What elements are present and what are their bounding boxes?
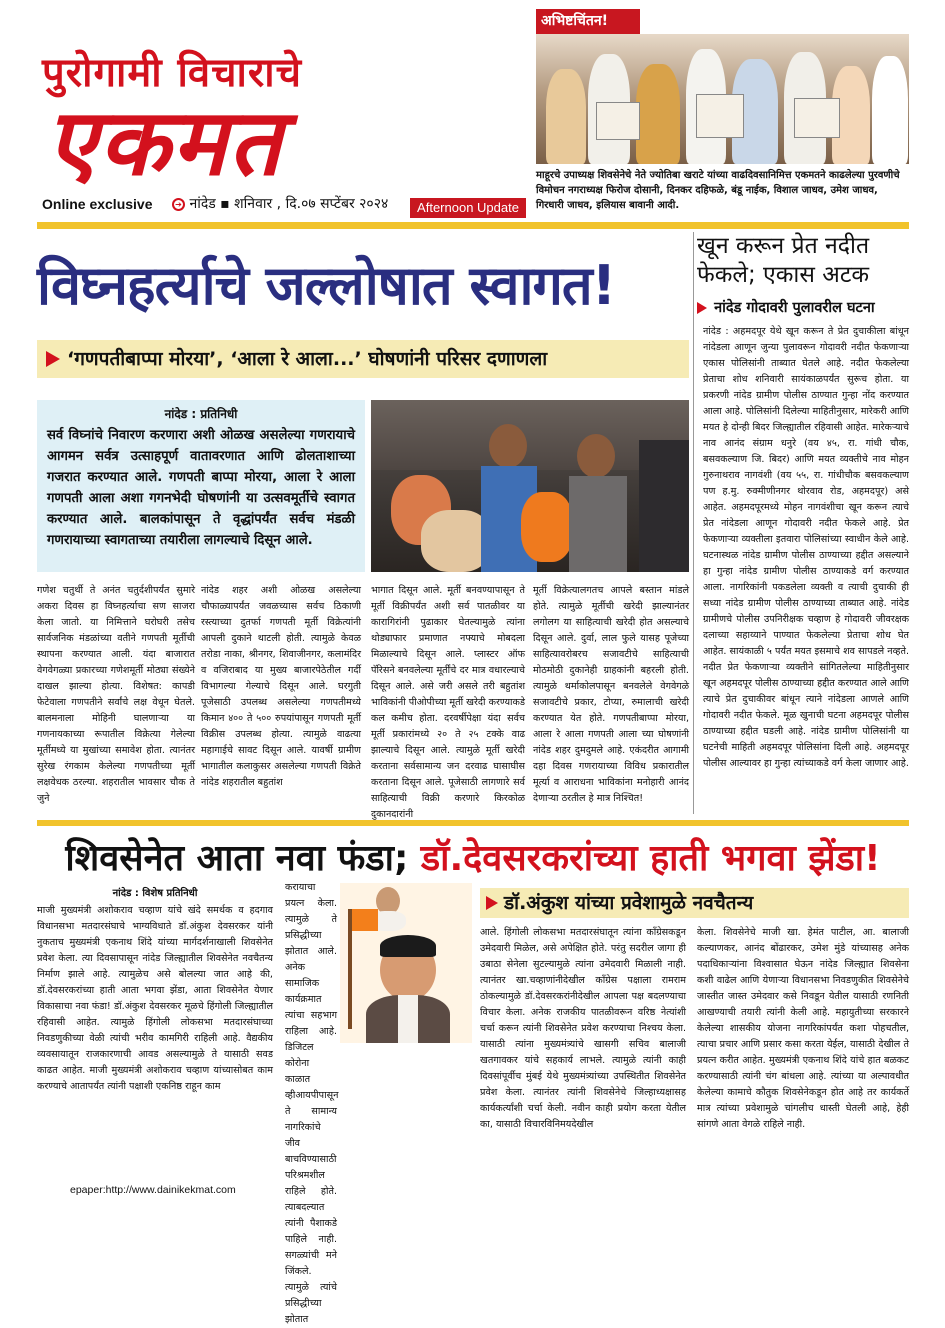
online-exclusive-label: Online exclusive <box>42 196 153 212</box>
shivsena-column-1: माजी मुख्यमंत्री अशोकराव चव्हाण यांचे खंदे समर्थक व हदगाव विधानसभा मतदारसंघाचे भाग्यविधाते डॉ.अंकुश देवसरकर यांनी नुकताच मुख्यमंत्री एकनाथ शिंदे यांच्या मार्गदर्शनाखाली शिवसेनेत प्रवेश केला. त्या दिवसापासून नांदेड जिल्ह्यातील शिवसेनेत नवचैतन्य निर्माण झाले आहे. त्यामुळेच असे बोलल्या जात आहे की, डॉ.देवसरकरांच्या हाती आता भगवा झेंडा, आता शिवसेनेत येणार विकासाचा नवा फंडा! डॉ.अंकुश देवसरकर मूळचे हिंगोली जिल्ह्यातील रहिवासी आहेत. त्यामुळे हिंगोली लोकसभा मतदारसंघाच्या निवडणुकीच्या वेळी त्यांची भरीव कामगिरी राहिली आहे. वैद्यकीय व्यवसायातून राजकारणाची आवड असल्यामुळे ते यासाठी सवड काढत आहेत. माजी मुख्यमंत्री अशोकराव चव्हाण यांच्यासोबत काम करण्याचे आतापर्यंत त्यांनी पक्षाशी एकनिष्ठ राहून काम <box>37 905 273 1092</box>
triangle-bullet-icon <box>486 896 498 910</box>
main-headline: विघ्नहर्त्याचे जल्लोषात स्वागत! <box>37 254 616 317</box>
shivsena-column-2: करायाचा प्रयत्न केला. त्यामुळे ते प्रसिद्धीच्या झोतात आले. अनेक सामाजिक कार्यक्रमात त्यांचा सहभाग राहिला आहे. डिजिटल कोरोना काळात व्हीआयपीपासून ते सामान्य नागरिकांचे जीव बाचविण्यासाठी परिश्रमशील राहिले होते. त्याबदल्यात त्यांनी पैशाकडे पाहिले नाही. सगळ्यांची मने जिंकले. त्यामुळे त्यांचे प्रसिद्धीच्या झोतात <box>285 882 339 1325</box>
shivsena-headline-black: शिवसेनेत आता नवा फंडा; <box>65 838 409 879</box>
masthead-tagline: पुरोगामी विचाराचे <box>42 50 303 96</box>
crime-headline <box>697 232 909 290</box>
story1-column-4: मूर्ती विक्रेत्यालगतच आपले बस्तान मांडले होते. त्यामुळे मूर्तीची खरेदी झाल्यानंतर लगोलग या साहित्याची खरेदी होत असल्याचे दिसून आले. दुर्वा, लाल फुले यासह पूजेच्या साहित्यावरोबरच सजावटीचे साहित्याची मोठमोठी दुकानेही ग्राहकांनी बहरली होती. त्यामुळे थर्माकोलपासून बनवलेले वेगवेगळे सजावटीचे प्रकार, टोप्या, रुमालाची खरेदी करण्यात येत होते. गणपतीबाप्पा मोरया, आला रे आला गणपती आला च्या घोषणांनी नांदेड शहर दुमदुमले आहे. एकंदरीत आगामी दहा दिवस गणरायाच्या विविध प्रकारातील मूर्त्या व आराधना भाविकांना मनोहारी आनंद देणाऱ्या ठरतील हे मात्र निश्चित! <box>533 585 689 804</box>
arrow-right-icon: ➔ <box>172 198 185 211</box>
masthead-logo: एकमत <box>46 88 283 196</box>
byline: नांदेड : प्रतिनिधी <box>164 407 238 421</box>
crime-subheadline-text: नांदेड गोदावरी पुलावरील घटना <box>714 300 875 316</box>
masthead-divider <box>37 222 909 229</box>
shivsena-subheadline <box>480 888 909 918</box>
story1-column-3: भागात दिसून आले. मूर्ती बनवण्यापासून ते मूर्ती विक्रीपर्यंत अशी सर्व पातळीवर या कारागिरांनी पुढाकार घेतल्यामुळे त्यांना थोड्याफार प्रमाणात नफ्याचे मोबदला मिळाल्याचे दिसून आले. प्लास्टर ऑफ पॅरिसने बनवलेल्या मूर्तींचे दर मात्र वधारल्याचे दिसून आले. असे जरी असले तरी बहुतांश भाविकांनी पीओपीच्या मूर्ती खरेदी करण्याकडे कल कमीच होता. दरवर्षीपेक्षा यंदा सर्वच मूर्ती प्रकारांमध्ये २० ते २५ टक्के वाढ झाल्याचे दिसून आले. त्यामुळे मूर्ती खरेदी करताना सर्वसामान्य जन दरवाढ घासाघीस करताना दिसून आले. पूजेसाठी लागणारे सर्व साहित्याची विक्री करणारे किरकोळ दुकानदारांनी <box>371 585 525 820</box>
shivsena-byline <box>37 885 273 899</box>
story1-column-2: नांदेड शहर अशी ओळख असलेल्या चौफाळ्यापर्यंत जवळच्यास सर्वच ठिकाणी रस्त्याच्या दुतर्फा गणपती मूर्ती विक्रेत्यांनी आपली दुकाने थाटली होती. त्यामुळे केवळ तरोडा नाका, श्रीनगर, शिवाजीनगर, कलामंदिर व वजिराबाद या मुख्य बाजारपेठेतील गर्दी विभागल्या गेल्याचे दिसून आले. घरगुती पूजेसाठी उपलब्ध असलेल्या गणपतीमध्ये किमान ४०० ते ५०० रुपयांपासून गणपती मूर्ती विक्रीस उपलब्ध होत्या. त्यामुळे वाढत्या महागाईचे सावट दिसून आले. यावर्षी ग्रामीण भागातील कलाकुसर असलेल्या गणपती विक्रेते नांदेड शहरातील बहुतांश <box>201 585 361 788</box>
intro-box <box>37 400 365 572</box>
edition-badge: Afternoon Update <box>410 198 526 218</box>
shivsena-headline <box>37 832 909 886</box>
triangle-bullet-icon <box>46 351 60 367</box>
triangle-bullet-icon <box>697 302 707 314</box>
section-divider <box>37 820 909 826</box>
doctor-portrait-illustration <box>340 883 472 1043</box>
ganesh-idol-photo <box>371 400 689 572</box>
crime-headline-line-1: खून करून प्रेत नदीत <box>697 233 870 259</box>
shivsena-column-4: केला. शिवसेनेचे माजी खा. हेमंत पाटील, आ. बालाजी कल्याणकर, आनंद बोंढारकर, उमेश मुंडे यांच्यासह अनेक पदाधिकाऱ्यांना विश्वासात घेऊन नांदेड जिल्ह्यात शिवसेना कशी वाढेल आणि येणाऱ्या विधानसभा निवडणुकीत शिवसेनेचे जास्तीत जास्त उमेदवार कसे निवडून येतील यासाठी रणनिती आखण्याची तयारी त्यांनी केली आहे. महायुतीच्या सरकारने केलेल्या शासकीय योजना नागरिकांपर्यंत कशा पोहचतील, त्याचा प्रचार आणि प्रसार कसा करता येईल, यासाठी देखील ते प्रयत्न करीत आहेत. मुख्यमंत्री एकनाथ शिंदे यांचे हात बळकट करण्यासाठी त्यांनी चंग बांधला आहे. त्यांच्या या अल्पावधीत केलेल्या कामाचे कौतुक शिवसेनेकडून होत आहे तर कार्यकर्ते मात्र त्यांच्या प्रवेशामुळे चांगलीच धास्ती घेतली आहे, हेही सांगणे आता वेगळे राहिले नाही. <box>697 927 909 1130</box>
epaper-link[interactable]: epaper:http://www.dainikekmat.com <box>70 1184 236 1196</box>
crime-headline-line-2: फेकले; एकास अटक <box>697 262 870 288</box>
story1-column-1: गणेश चतुर्थी ते अनंत चतुर्दशीपर्यंत सुमारे अकरा दिवस हा विघ्नहर्त्याचा सण साजरा केला जातो. या निमित्ताने घरोघरी तसेच सार्वजनिक मंडळांच्या वतीने गणपती मूर्तीची स्थापना करण्यात आली. यंदा बाजारात वेगवेगळ्या प्रकारच्या गणेशमूर्ती मोठ्या संख्येने दाखल झाल्या होत्या. विशेषत: कापडी फेटेवाला गणपतीने सर्वांचे लक्ष वेधून घेतले. बालमनाला मोहिनी घालणाऱ्या या गणनायकाच्या रूपातील विक्रेत्या गेलेल्या मूर्तीमध्ये या मुखांच्या समावेश होता. त्यानंतर सुरेख रंगकाम केलेल्या गणपतीच्या मूर्ती लक्षवेधक ठरल्या. शहरातील भावसार चौक ते जुने <box>37 585 195 804</box>
column-divider <box>693 232 694 814</box>
byline: नांदेड : विशेष प्रतिनिधी <box>112 888 198 899</box>
dateline-text: नांदेड ▪ शनिवार , दि.०७ सप्टेंबर २०२४ <box>189 196 389 212</box>
dateline <box>172 194 388 213</box>
shivsena-column-3: आले. हिंगोली लोकसभा मतदारसंघातून त्यांना काँग्रेसकडून उमेदवारी मिळेल, असे अपेक्षित होते. परंतु सदरील जागा ही उबाठा सेनेला सुटल्यामुळे त्यांना उमेदवारी मिळाली नाही. त्यानंतर खा.चव्हाणांनीदेखील काँग्रेस पक्षाला रामराम ठोकल्यामुळे डॉ.देवसरकरांनीदेखील आपला पक्ष बदलण्याचा विचार केला. अनेक राजकीय पातळीवरून वरिष्ठ नेत्यांशी चर्चा करून त्यांनी शिवसेनेत प्रवेश करण्याचा निश्चय केला. यासाठी त्यांना मुख्यमंत्र्यांचे खासगी सचिव बालाजी खतगावकर यांचे सहकार्य लाभले. त्यामुळे त्यांनी काही दिवसांपूर्वीच मुंबई येथे मुख्यमंत्र्यांच्या उपस्थितीत शिवसेनेत प्रवेश केला. त्यानंतर त्यांनी शिवसेनेचे जिल्हाध्यक्षासह कार्यकर्त्यांशी चर्चा केली. नवीन काही प्रयोग करता येतील का, यासाठी विचारविनिमयदेखील <box>480 927 686 1130</box>
photo-label: अभिष्टचिंतन! <box>536 9 640 34</box>
photo-caption: माहूरचे उपाध्यक्ष शिवसेनेचे नेते ज्योतिबा खराटे यांच्या वाढदिवसानिमित्त एकमतने काढलेल्या पुरवणीचे विमोचन नगराध्यक्ष फिरोज दोसानी, दिनकर दहिफळे, बंडू नाईक, विशाल जाधव, उमेश जाधव, गिरधारी जाधव, इलियास बावानी आदी. <box>536 170 900 211</box>
event-photo <box>536 34 909 164</box>
crime-subheadline <box>697 296 909 320</box>
shivsena-headline-red: डॉ.देवसरकरांच्या हाती भगवा झेंडा! <box>420 838 881 879</box>
shivsena-subheadline-text: डॉ.अंकुश यांच्या प्रवेशामुळे नवचैतन्य <box>504 892 754 914</box>
main-subheadline <box>37 340 689 378</box>
shivsena-column-2-cont <box>285 1046 472 1078</box>
crime-story-body: नांदेड : अहमदपूर येथे खून करून ते प्रेत दुचाकीला बांधून नांदेडला आणून जुन्या पुलावरून गोदावरी नदीत फेकणाऱ्या एकास पोलिसांनी ताब्यात घेतले आहे. नदीत फेकलेल्या प्रेताचा शोध शनिवारी सायंकाळपर्यंत सुरूच होता. या प्रकरणी नांदेड ग्रामीण पोलीस ठाण्यात गुन्हा नोंद करण्यात आला आहे. पोलिसांनी दिलेल्या माहितीनुसार, मारेकरी आणि मयत हे दोन्ही बिदर जिल्ह्यातील रहिवासी आहेत. मारेकऱ्याचे नाव आनंद संग्राम धनुरे (वय ४५, रा. गांधी चौक, बसवकल्याण जि. बिदर) आणि मयत व्यक्तीचे नाव मोहन गुरुनाथराव नागवंशी (वय ५५, रा. गांधीचौक बसवकल्याण पण ह.मु. रुक्मीणीनगर थोरवाव रोड, अहमदपूर) असे आहेत. अहमदपूरमध्ये मोहन नागवंशीचा खून करून त्याचे प्रेत नांदेडला आणून गोदावरी नदीत फेकले आहे. प्रेत फेकणाऱ्या व्यक्तीला इतवारा पोलिसांच्या स्वाधीन केले आहे. घटनास्थळ नांदेड ग्रामीण पोलीस ठाण्याच्या हद्दीत असल्याने हा गुन्हा नांदेड ग्रामीण पोलीस ठाण्याकडे वर्ग करण्यात आला. नागरिकांनी पकडलेला व्यक्ती व त्याची दुचाकी ही सध्या नांदेड ग्रामीण पोलीस ठाण्याच्या ताब्यात आहे. नांदेड ग्रामीणचे पोलीस उपनिरीक्षक चव्हाण हे गोदावरी जीवरक्षक दलाच्या सहाय्याने पाण्यात फेकलेल्या प्रेताचा शोध घेत आहेत. सायंकाळी ५ पर्यंत मयत इसमाचे शव सापडले नव्हते. नदीत प्रेत फेकणाऱ्या व्यक्तीने सांगितलेल्या माहितीनुसार खून अहमदपूर पोलीस ठाण्याच्या हद्दीत करण्यात आले आणि त्याचे प्रेत दुचाकीवर बांधून त्याने नांदेडला आणले आणि गोदावरी नदीत फेकले. मूळ खुनाची घटना अहमदपूर पोलीस ठाण्याच्या हद्दीत घडली आहे. नांदेड ग्रामीण पोलिसांनी या घटनेची माहिती अहमदपूर पोलिसांना दिली आहे. अहमदपूर पोलीस आल्यावर हा गुन्हा त्यांच्याकडे वर्ग केला जाणार आहे. <box>703 326 909 769</box>
main-subheadline-text: ‘गणपतीबाप्पा मोरया’, ‘आला रे आला...’ घोषणांनी परिसर दणाणला <box>67 348 548 370</box>
intro-text: सर्व विघ्नांचे निवारण करणारा अशी ओळख असलेल्या गणरायाचे आगमन सर्वत्र उत्साहपूर्ण वातावरणात आणि ढोलताशाच्या गजरात करण्यात आले. गणपती बाप्पा मोरया, आला रे आला गणपती आला अशा गगनभेदी घोषणांनी या उत्सवमूर्तीचे स्वागत करण्यात आले. बालकांपासून ते वृद्धांपर्यंत सर्वच मंडळी गणरायाच्या स्वागताच्या तयारीला लागल्याचे दिसून आले. <box>47 428 355 548</box>
